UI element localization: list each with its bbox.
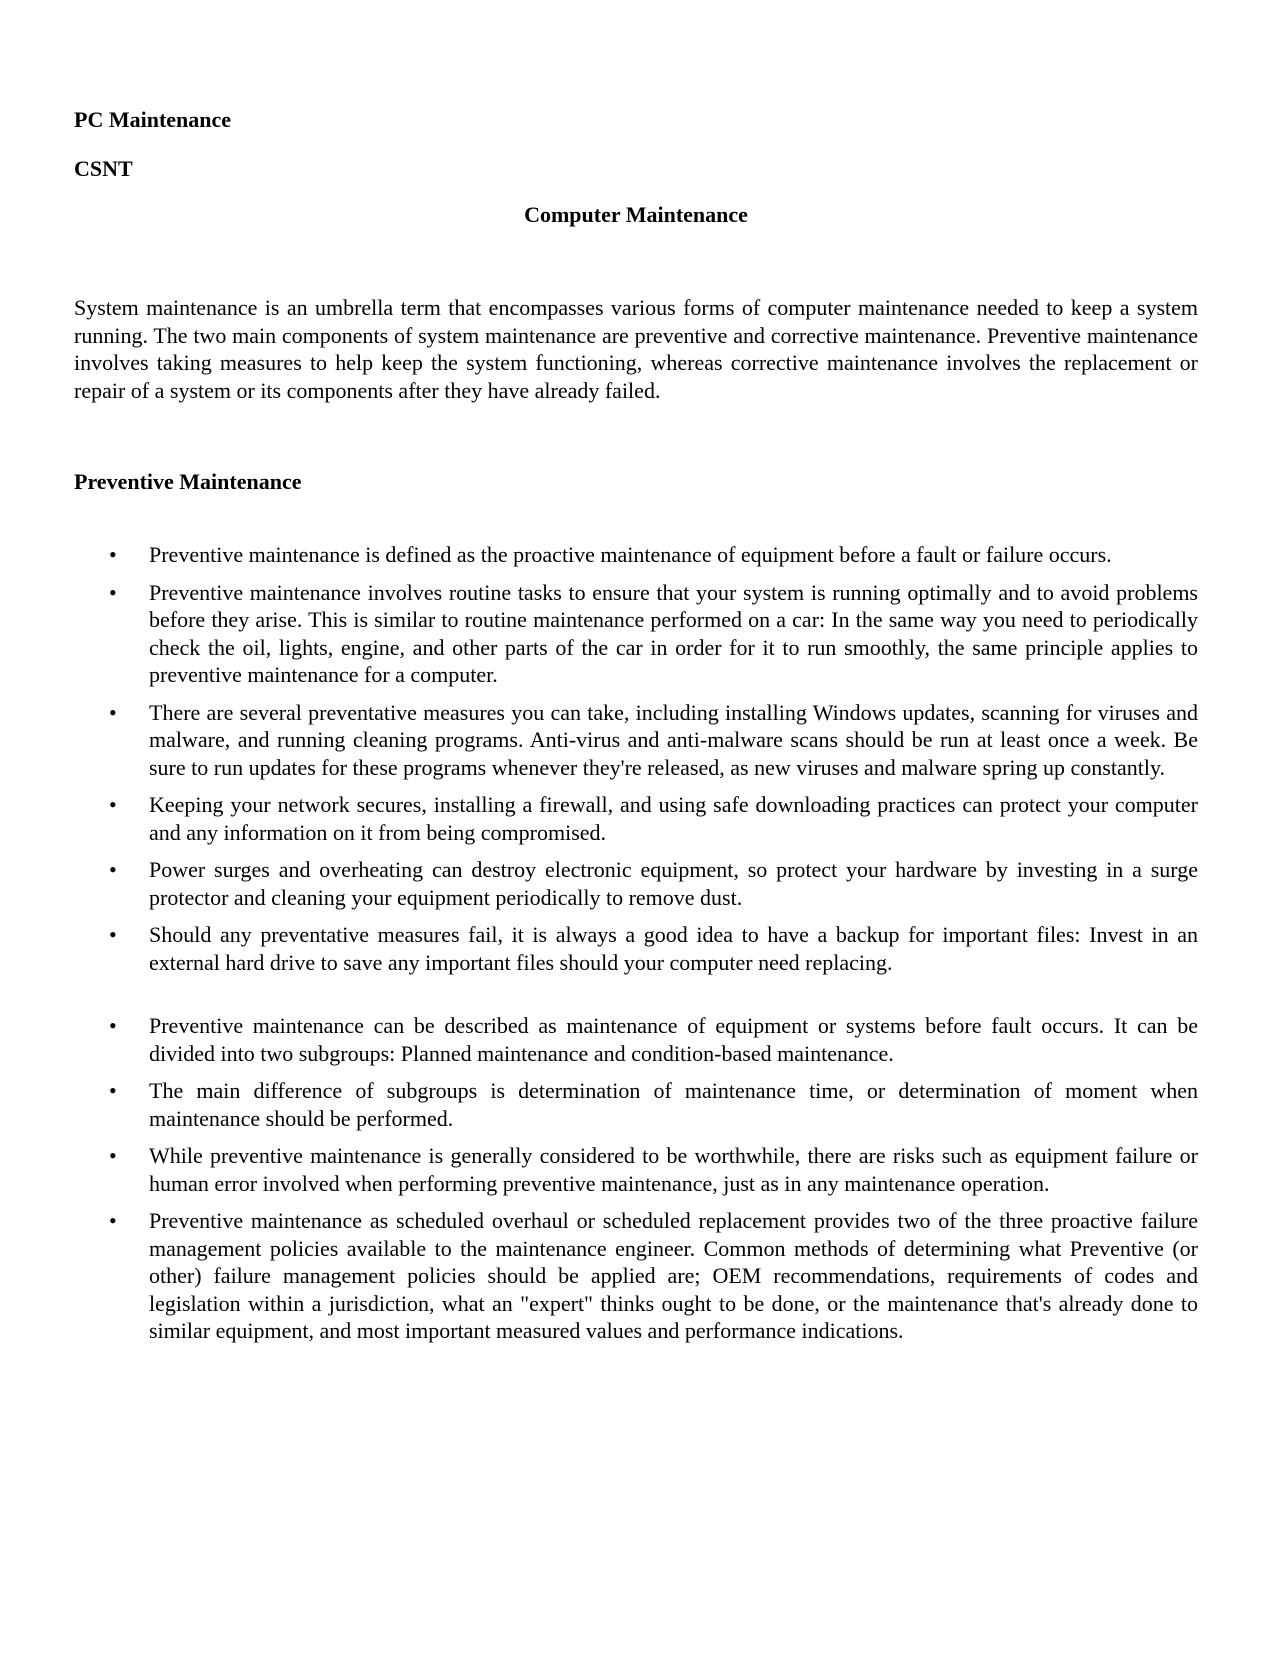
list-item-text: Preventive maintenance involves routine tasks to ensure that your system is running optimally and to avoid problems before they arise. This is similar to routine maintenance performed on a car: In the same way you need to periodically check the oil, lights, engine, and other parts of the car in order for it to run smoothly, the same principle applies to preventive maintenance for a computer. <box>149 579 1198 687</box>
document-title: Computer Maintenance <box>524 202 748 227</box>
list-item-text: Preventive maintenance is defined as the proactive maintenance of equipment before a fault or failure occurs. <box>149 542 1112 567</box>
list-item <box>74 1207 1198 1345</box>
list-item <box>74 699 1198 782</box>
bullet-icon: • <box>109 1143 117 1168</box>
list-item <box>74 579 1198 689</box>
intro-paragraph: System maintenance is an umbrella term that encompasses various forms of computer maintenance needed to keep a system running. The two main components of system maintenance are preventive and corrective maintenance. Preventive maintenance involves taking measures to help keep the system functioning, whereas corrective maintenance involves the replacement or repair of a system or its components after they have already failed. <box>74 295 1198 403</box>
list-item-text: Keeping your network secures, installing a firewall, and using safe downloading practices can protect your computer and any information on it from being compromised. <box>149 792 1198 845</box>
list-item-text: While preventive maintenance is generally considered to be worthwhile, there are risks such as equipment failure or human error involved when performing preventive maintenance, just as in any maintenance operation. <box>149 1143 1198 1196</box>
bullet-icon: • <box>109 542 117 567</box>
bullet-icon: • <box>109 1013 117 1038</box>
bullet-icon: • <box>109 857 117 882</box>
document-page <box>74 106 1198 1355</box>
list-item-text: Should any preventative measures fail, it is always a good idea to have a backup for important files: Invest in an external hard drive to save any important files should your computer need replacing. <box>149 922 1198 975</box>
course-title: PC Maintenance <box>74 107 232 132</box>
bullet-icon: • <box>109 922 117 947</box>
list-item <box>74 541 1198 569</box>
list-item <box>74 856 1198 911</box>
list-item <box>74 921 1198 976</box>
bullet-icon: • <box>109 1078 117 1103</box>
bullet-icon: • <box>109 1208 117 1233</box>
list-item <box>74 791 1198 846</box>
bullet-list-b <box>74 1012 1198 1345</box>
list-item-text: Power surges and overheating can destroy electronic equipment, so protect your hardware by investing in a surge protector and cleaning your equipment periodically to remove dust. <box>149 857 1198 910</box>
list-item <box>74 1142 1198 1197</box>
bullet-list-a <box>74 541 1198 976</box>
course-code: CSNT <box>74 156 133 181</box>
section-heading: Preventive Maintenance <box>74 469 302 494</box>
bullet-icon: • <box>109 699 117 725</box>
list-item <box>74 1077 1198 1132</box>
bullet-icon: • <box>109 579 117 605</box>
list-item-text: Preventive maintenance as scheduled overhaul or scheduled replacement provides two of the three proactive failure management policies available to the maintenance engineer. Common methods of determining what Preventive (or other) failure management policies should be applied are; OEM recommendations, requirements of codes and legislation within a jurisdiction, what an "expert" thinks ought to be done, or the maintenance that's already done to similar equipment, and most important measured values and performance indications. <box>149 1208 1198 1343</box>
list-item-text: Preventive maintenance can be described as maintenance of equipment or systems before fault occurs. It can be divided into two subgroups: Planned maintenance and condition-based maintenance. <box>149 1013 1198 1066</box>
list-item <box>74 1012 1198 1067</box>
list-item-text: There are several preventative measures you can take, including installing Windows updates, scanning for viruses and malware, and running cleaning programs. Anti-virus and anti-malware scans should be run at least once a week. Be sure to run updates for these programs whenever they're released, as new viruses and malware spring up constantly. <box>149 699 1198 780</box>
bullet-icon: • <box>109 792 117 817</box>
list-item-text: The main difference of subgroups is determination of maintenance time, or determination of moment when maintenance should be performed. <box>149 1078 1198 1131</box>
